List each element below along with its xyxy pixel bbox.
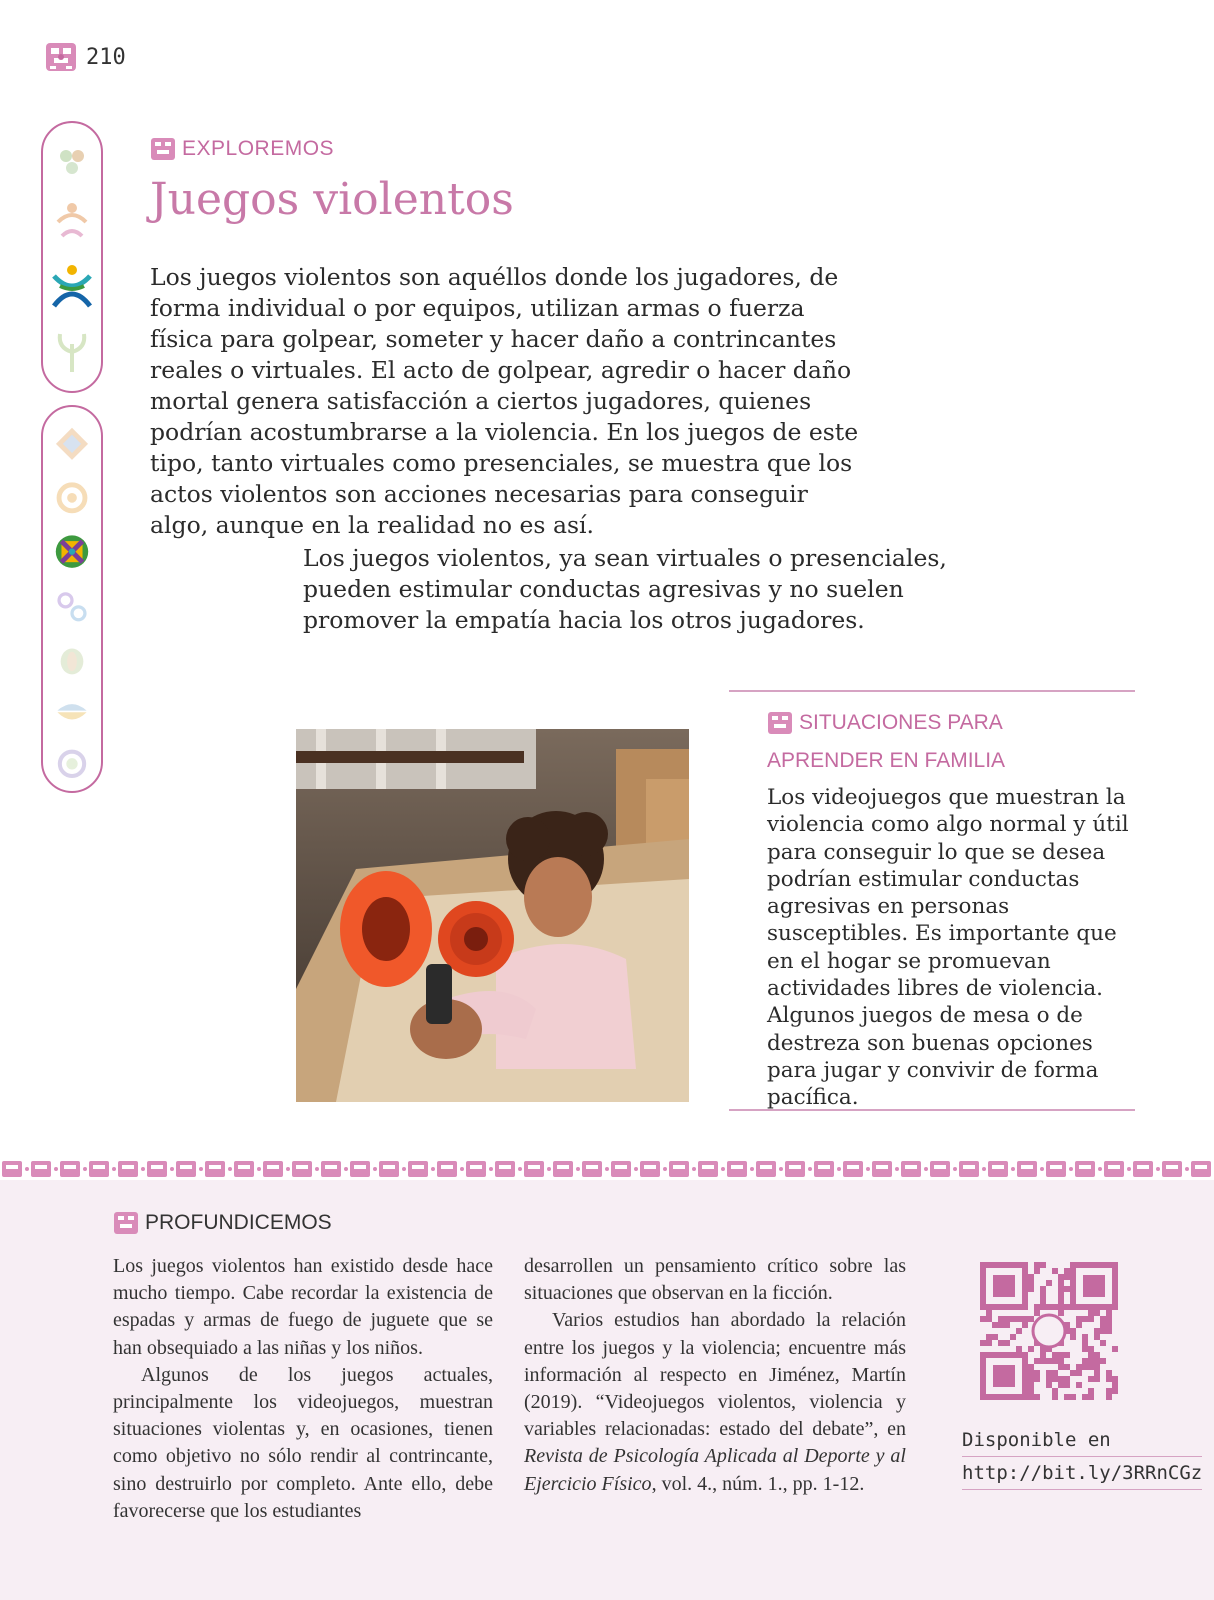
qr-module (1040, 1298, 1046, 1304)
band-glyph-detail (963, 1165, 975, 1169)
qr-module (1004, 1316, 1010, 1322)
band-glyph-detail (644, 1165, 656, 1169)
qr-module (1082, 1394, 1088, 1400)
family-text: Los videojuegos que muestran la violencia como algo normal y útil para conseguir lo que se desea podrían estimular conductas agresivas en personas susceptibles. Es importante que en el hogar se promuevan actividades libres de violencia. Algunos juegos de mesa o de destreza son buenas opciones para jugar y convivir de forma pacífica. (767, 785, 1129, 1111)
reference-citation: , vol. 4., núm. 1., pp. 1-12. (651, 1472, 865, 1495)
band-glyph-detail (93, 1165, 105, 1169)
field-nav-bottom (41, 405, 103, 793)
qr-module (1040, 1292, 1046, 1298)
band-dot (170, 1167, 174, 1171)
qr-module (1112, 1376, 1118, 1382)
band-dot (1040, 1167, 1044, 1171)
qr-module (1088, 1364, 1094, 1370)
band-glyph-detail (1166, 1165, 1178, 1169)
diamond-field-icon (50, 426, 94, 462)
band-glyph-detail (1137, 1165, 1149, 1169)
qr-module (1028, 1346, 1034, 1352)
qr-module (1088, 1358, 1094, 1364)
family-label-line2: APRENDER EN FAMILIA (767, 749, 1006, 772)
band-glyph-detail (876, 1165, 888, 1169)
band-glyph-detail (702, 1165, 714, 1169)
band-glyph-detail (354, 1165, 366, 1169)
qr-module (1040, 1304, 1046, 1310)
qr-module (1082, 1358, 1088, 1364)
band-dot (460, 1167, 464, 1171)
qr-module (1070, 1370, 1076, 1376)
qr-module (1040, 1352, 1046, 1358)
qr-module (1106, 1394, 1112, 1400)
qr-module (1058, 1376, 1064, 1382)
qr-module (1016, 1328, 1022, 1334)
qr-module (1034, 1262, 1040, 1268)
qr-module (1028, 1376, 1034, 1382)
band-glyph-detail (267, 1165, 279, 1169)
band-dot (779, 1167, 783, 1171)
band-dot (808, 1167, 812, 1171)
band-glyph-detail (1021, 1165, 1033, 1169)
field-nav-top (41, 121, 103, 393)
band-glyph-detail (296, 1165, 308, 1169)
band-dot (1156, 1167, 1160, 1171)
qr-module (1022, 1316, 1028, 1322)
deepen-label-text: PROFUNDICEMOS (145, 1211, 332, 1234)
qr-module (1004, 1322, 1010, 1328)
band-glyph-detail (905, 1165, 917, 1169)
qr-module (986, 1310, 992, 1316)
qr-module (1058, 1358, 1064, 1364)
ornament-glyph-icon (113, 1210, 139, 1236)
qr-module (980, 1340, 986, 1346)
qr-module (1046, 1370, 1052, 1376)
qr-module (998, 1340, 1004, 1346)
deepen-label (113, 1210, 332, 1236)
band-dot (257, 1167, 261, 1171)
qr-module (1064, 1376, 1070, 1382)
qr-module (1028, 1394, 1034, 1400)
ornament-glyph-icon (44, 40, 78, 74)
qr-module (1088, 1352, 1094, 1358)
qr-module (1058, 1382, 1064, 1388)
band-glyph-detail (209, 1165, 221, 1169)
qr-module (1052, 1394, 1058, 1400)
band-dot (402, 1167, 406, 1171)
qr-module (1094, 1376, 1100, 1382)
qr-module (1022, 1322, 1028, 1328)
qr-module (1064, 1268, 1070, 1274)
qr-module (1028, 1286, 1034, 1292)
explore-label-text: EXPLOREMOS (182, 137, 335, 160)
lotus-field-icon (50, 642, 94, 678)
qr-finder-core (1083, 1275, 1105, 1297)
qr-module (1094, 1352, 1100, 1358)
spiral-field-icon (50, 480, 94, 516)
band-glyph-detail (586, 1165, 598, 1169)
qr-module (1058, 1286, 1064, 1292)
band-dot (1185, 1167, 1189, 1171)
qr-code-icon[interactable] (980, 1262, 1118, 1400)
qr-module (1034, 1376, 1040, 1382)
band-dot (953, 1167, 957, 1171)
band-glyph-detail (441, 1165, 453, 1169)
qr-module (1028, 1280, 1034, 1286)
band-glyph-detail (847, 1165, 859, 1169)
qr-module (986, 1334, 992, 1340)
bowl-field-icon (50, 696, 94, 728)
qr-module (1028, 1382, 1034, 1388)
band-dot (1069, 1167, 1073, 1171)
band-dot (54, 1167, 58, 1171)
qr-module (1082, 1340, 1088, 1346)
qr-caption-line1: Disponible en (962, 1424, 1202, 1457)
band-dot (547, 1167, 551, 1171)
qr-module (1070, 1334, 1076, 1340)
qr-module (1088, 1346, 1094, 1352)
qr-module (1070, 1394, 1076, 1400)
qr-module (1046, 1280, 1052, 1286)
qr-module (1046, 1376, 1052, 1382)
qr-module (1028, 1364, 1034, 1370)
qr-module (1094, 1334, 1100, 1340)
qr-module (1058, 1364, 1064, 1370)
qr-module (1100, 1316, 1106, 1322)
qr-module (1064, 1274, 1070, 1280)
ornament-glyph-icon (767, 710, 793, 736)
journal-title: Revista de Psicología Aplicada al Deporte y al Ejercicio Físico (524, 1445, 906, 1495)
band-dot (344, 1167, 348, 1171)
qr-module (1094, 1328, 1100, 1334)
band-glyph-detail (528, 1165, 540, 1169)
qr-module (1034, 1394, 1040, 1400)
qr-module (1100, 1328, 1106, 1334)
reference-text: Varios estudios han abordado la relación entre los juegos y la violencia; encuentre más información al respecto en Jiménez, Martín (2019). “Videojuegos violentos, violencia y variables relacionadas: estado del debate”, en (524, 1309, 906, 1441)
qr-module (1052, 1358, 1058, 1364)
qr-module (1088, 1394, 1094, 1400)
qr-module (1064, 1382, 1070, 1388)
band-glyph-detail (325, 1165, 337, 1169)
qr-module (1064, 1286, 1070, 1292)
qr-module (1106, 1322, 1112, 1328)
band-glyph-detail (731, 1165, 743, 1169)
qr-module (1082, 1346, 1088, 1352)
band-glyph-detail (180, 1165, 192, 1169)
qr-module (1076, 1316, 1082, 1322)
band-glyph-detail (383, 1165, 395, 1169)
qr-module (1076, 1322, 1082, 1328)
qr-module (1112, 1346, 1118, 1352)
family-label-line1: SITUACIONES PARA (799, 711, 1003, 734)
qr-finder-core (993, 1275, 1015, 1297)
qr-module (1028, 1388, 1034, 1394)
band-glyph-detail (818, 1165, 830, 1169)
circle-field-icon (50, 746, 94, 782)
band-dot (982, 1167, 986, 1171)
band-glyph-detail (934, 1165, 946, 1169)
qr-module (1088, 1388, 1094, 1394)
qr-module (1106, 1328, 1112, 1334)
band-dot (576, 1167, 580, 1171)
nature-field-icon (52, 142, 92, 182)
qr-module (1100, 1322, 1106, 1328)
qr-module (1034, 1358, 1040, 1364)
band-dot (199, 1167, 203, 1171)
qr-module (1064, 1364, 1070, 1370)
qr-module (1082, 1316, 1088, 1322)
qr-module (992, 1334, 998, 1340)
qr-module (1058, 1304, 1064, 1310)
band-glyph-detail (6, 1165, 18, 1169)
qr-module (1094, 1358, 1100, 1364)
qr-link[interactable]: http://bit.ly/3RRnCGz (962, 1457, 1202, 1490)
band-dot (431, 1167, 435, 1171)
compass-field-icon-active (49, 533, 95, 570)
band-dot (315, 1167, 319, 1171)
deepen-col2-paragraph-1: desarrollen un pensamiento crítico sobre las situaciones que observan en la ficción. (524, 1255, 906, 1305)
band-glyph-detail (238, 1165, 250, 1169)
qr-module (1064, 1352, 1070, 1358)
band-dot (895, 1167, 899, 1171)
band-dot (924, 1167, 928, 1171)
qr-module (1106, 1316, 1112, 1322)
qr-module (1088, 1316, 1094, 1322)
band-dot (605, 1167, 609, 1171)
deepen-column-2 (524, 1253, 906, 1498)
band-dot (1127, 1167, 1131, 1171)
intro-paragraph: Los juegos violentos son aquéllos donde los jugadores, de forma individual o por equipos, utilizan armas o fuerza física para golpear, someter y hacer daño a contrincantes reales o virtuales. El acto de golpear, agredir o hacer daño mortal genera satisfacción a ciertos jugadores, quienes podrían acostumbrarse a la violencia. En los juegos de este tipo, tanto virtuales como presenciales, se muestra que los actos violentos son acciones necesarias para conseguir algo, aunque en la realidad no es así. (150, 263, 859, 539)
qr-module (1052, 1268, 1058, 1274)
qr-module (998, 1322, 1004, 1328)
qr-module (1046, 1358, 1052, 1364)
qr-module (1082, 1334, 1088, 1340)
band-dot (286, 1167, 290, 1171)
qr-module (986, 1340, 992, 1346)
page-title: Juegos violentos (150, 174, 514, 225)
band-dot (1098, 1167, 1102, 1171)
band-dot (866, 1167, 870, 1171)
band-glyph-detail (64, 1165, 76, 1169)
band-dot (837, 1167, 841, 1171)
band-glyph-detail (760, 1165, 772, 1169)
qr-module (1052, 1388, 1058, 1394)
band-glyph-detail (35, 1165, 47, 1169)
qr-module (1112, 1388, 1118, 1394)
qr-module (1106, 1310, 1112, 1316)
qr-module (1016, 1346, 1022, 1352)
decorative-border-band (0, 1158, 1214, 1180)
qr-module (986, 1316, 992, 1322)
qr-module (1112, 1382, 1118, 1388)
band-glyph-detail (789, 1165, 801, 1169)
rings-field-icon (50, 589, 94, 625)
band-dot (228, 1167, 232, 1171)
qr-module (1016, 1316, 1022, 1322)
band-glyph-detail (1108, 1165, 1120, 1169)
band-dot (692, 1167, 696, 1171)
qr-module (1058, 1274, 1064, 1280)
qr-module (1034, 1310, 1040, 1316)
qr-module (998, 1316, 1004, 1322)
page-header (44, 40, 126, 74)
band-glyph-detail (470, 1165, 482, 1169)
qr-module (1106, 1370, 1112, 1376)
band-dot (1011, 1167, 1015, 1171)
qr-module (1052, 1370, 1058, 1376)
qr-module (1070, 1328, 1076, 1334)
qr-module (1040, 1286, 1046, 1292)
band-glyph-detail (1079, 1165, 1091, 1169)
page-number: 210 (86, 44, 126, 70)
qr-finder-core (993, 1365, 1015, 1387)
qr-module (1034, 1370, 1040, 1376)
qr-module (1100, 1340, 1106, 1346)
band-dot (634, 1167, 638, 1171)
qr-module (1058, 1310, 1064, 1316)
deepen-col1-paragraph-1: Los juegos violentos han existido desde hace mucho tiempo. Cabe recordar la existencia de espadas y armas de fuego de juguete que se han obsequiado a las niñas y los niños. (113, 1255, 493, 1359)
deepen-column-1 (113, 1253, 493, 1525)
qr-module (1004, 1340, 1010, 1346)
qr-module (1106, 1388, 1112, 1394)
qr-module (1046, 1382, 1052, 1388)
photo-girl-with-toy-gun (296, 729, 689, 1102)
qr-module (1058, 1280, 1064, 1286)
qr-module (992, 1322, 998, 1328)
qr-caption (962, 1424, 1202, 1490)
band-dot (518, 1167, 522, 1171)
qr-module (1052, 1304, 1058, 1310)
qr-module (1028, 1370, 1034, 1376)
band-glyph-detail (412, 1165, 424, 1169)
qr-module (1052, 1376, 1058, 1382)
band-dot (141, 1167, 145, 1171)
qr-module (1094, 1370, 1100, 1376)
qr-module (1064, 1304, 1070, 1310)
qr-module (1082, 1364, 1088, 1370)
qr-module (1076, 1364, 1082, 1370)
qr-module (1058, 1292, 1064, 1298)
community-field-icon-active (50, 262, 94, 310)
deepen-col2-paragraph-2 (524, 1307, 906, 1497)
explore-label (150, 136, 334, 162)
band-glyph-detail (673, 1165, 685, 1169)
growth-field-icon (52, 328, 92, 376)
band-dot (721, 1167, 725, 1171)
family-label (767, 704, 1127, 780)
qr-module (1076, 1382, 1082, 1388)
person-field-icon (52, 200, 92, 244)
qr-module (1034, 1304, 1040, 1310)
qr-module (1058, 1298, 1064, 1304)
pull-quote: Los juegos violentos, ya sean virtuales o presenciales, pueden estimular conductas agresivas y no suelen promover la empatía hacia los otros jugadores. (303, 544, 947, 634)
qr-module (1040, 1262, 1046, 1268)
band-dot (83, 1167, 87, 1171)
qr-module (1028, 1274, 1034, 1280)
qr-module (980, 1316, 986, 1322)
band-glyph-detail (1195, 1165, 1207, 1169)
qr-module (1094, 1364, 1100, 1370)
band-dot (663, 1167, 667, 1171)
qr-center-logo (1033, 1315, 1065, 1347)
qr-module (1088, 1310, 1094, 1316)
qr-module (1028, 1316, 1034, 1322)
band-glyph-detail (151, 1165, 163, 1169)
qr-module (1046, 1304, 1052, 1310)
band-glyph-detail (1050, 1165, 1062, 1169)
qr-module (1106, 1376, 1112, 1382)
qr-module (1076, 1370, 1082, 1376)
band-dot (373, 1167, 377, 1171)
deepen-col1-paragraph-2: Algunos de los juegos actuales, principalmente los videojuegos, muestran situaciones violentas y, en ocasiones, tienen como objetivo no sólo rendir al contrincante, sino destruirlo por completo. Ante ello, debe favorecerse que los estudiantes (113, 1363, 493, 1522)
band-dot (489, 1167, 493, 1171)
band-dot (25, 1167, 29, 1171)
qr-module (1040, 1358, 1046, 1364)
band-dot (750, 1167, 754, 1171)
band-glyph-detail (499, 1165, 511, 1169)
qr-module (1064, 1394, 1070, 1400)
qr-module (1010, 1316, 1016, 1322)
band-dot (112, 1167, 116, 1171)
band-glyph-detail (992, 1165, 1004, 1169)
qr-module (1034, 1268, 1040, 1274)
qr-module (1052, 1352, 1058, 1358)
band-glyph-detail (615, 1165, 627, 1169)
qr-module (1010, 1334, 1016, 1340)
band-glyph-detail (122, 1165, 134, 1169)
qr-module (1094, 1310, 1100, 1316)
qr-module (1100, 1358, 1106, 1364)
qr-module (1088, 1376, 1094, 1382)
band-glyph-detail (557, 1165, 569, 1169)
ornament-glyph-icon (150, 136, 176, 162)
qr-module (1058, 1352, 1064, 1358)
